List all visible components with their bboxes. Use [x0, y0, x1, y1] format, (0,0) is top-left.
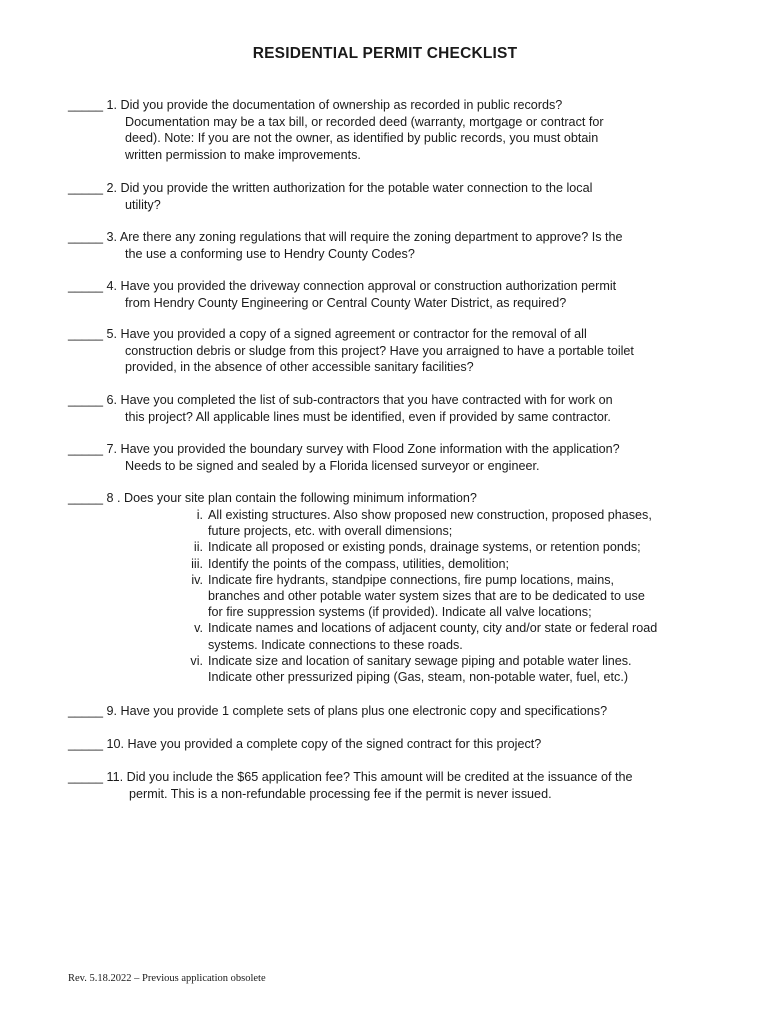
site-plan-requirements-list	[150, 507, 702, 685]
item-text: 7. Have you provided the boundary survey with Flood Zone information with the application?	[106, 442, 620, 456]
checklist-item-1	[68, 97, 708, 163]
check-blank[interactable]: _____	[68, 230, 104, 244]
checklist-item-4	[68, 278, 708, 311]
requirement-v	[150, 620, 702, 652]
check-blank[interactable]: _____	[68, 327, 104, 341]
item-text: 8 . Does your site plan contain the following minimum information?	[106, 491, 477, 505]
check-blank[interactable]: _____	[68, 393, 104, 407]
checklist-item-6	[68, 392, 708, 425]
requirement-text: Indicate names and locations of adjacent county, city and/or state or federal road	[208, 621, 658, 636]
checklist-item-10	[68, 736, 708, 753]
checklist-item-8	[68, 490, 708, 507]
checklist-item-7	[68, 441, 708, 474]
requirement-text: branches and other potable water system sizes that are to be dedicated to use	[208, 589, 645, 604]
requirement-ii	[150, 539, 702, 555]
requirement-text: systems. Indicate connections to these roads.	[208, 637, 463, 652]
item-text: 9. Have you provide 1 complete sets of plans plus one electronic copy and specifications?	[106, 704, 608, 718]
check-blank[interactable]: _____	[68, 491, 104, 505]
item-text: 2. Did you provide the written authorization for the potable water connection to the local	[106, 181, 593, 195]
requirement-text: future projects, etc. with overall dimensions;	[208, 524, 453, 539]
item-text: 5. Have you provided a copy of a signed agreement or contractor for the removal of all	[106, 327, 587, 341]
checklist-item-3	[68, 229, 708, 262]
checklist-item-9	[68, 703, 708, 720]
item-text: 10. Have you provided a complete copy of the signed contract for this project?	[106, 737, 542, 751]
requirement-text: Indicate size and location of sanitary sewage piping and potable water lines.	[208, 653, 632, 668]
check-blank[interactable]: _____	[68, 98, 104, 112]
item-text: deed). Note: If you are not the owner, as identified by public records, you must obtain	[125, 131, 599, 146]
item-text: 4. Have you provided the driveway connection approval or construction authorization permit	[106, 279, 617, 293]
requirement-text: Indicate other pressurized piping (Gas, steam, non-potable water, fuel, etc.)	[208, 670, 629, 685]
roman-numeral: ii.	[193, 540, 203, 555]
roman-numeral: v.	[194, 621, 203, 636]
item-text: 6. Have you completed the list of sub-contractors that you have contracted with for work on	[106, 393, 613, 407]
requirement-iv	[150, 572, 702, 621]
check-blank[interactable]: _____	[68, 442, 104, 456]
requirement-text: Identify the points of the compass, utilities, demolition;	[208, 556, 510, 571]
item-text: 1. Did you provide the documentation of ownership as recorded in public records?	[106, 98, 563, 112]
checklist-item-5	[68, 326, 708, 376]
roman-numeral: iv.	[191, 572, 203, 587]
page-title: RESIDENTIAL PERMIT CHECKLIST	[252, 45, 518, 62]
requirement-vi	[150, 653, 702, 685]
requirement-text: Indicate all proposed or existing ponds, drainage systems, or retention ponds;	[208, 540, 641, 555]
item-text: 3. Are there any zoning regulations that will require the zoning department to approve? Is the	[106, 230, 623, 244]
requirement-iii	[150, 556, 702, 572]
check-blank[interactable]: _____	[68, 704, 104, 718]
check-blank[interactable]: _____	[68, 737, 104, 751]
item-text: written permission to make improvements.	[125, 147, 361, 162]
item-text: Documentation may be a tax bill, or recorded deed (warranty, mortgage or contract for	[125, 114, 604, 129]
item-text: this project? All applicable lines must be identified, even if provided by same contractor.	[125, 409, 611, 424]
item-text: Needs to be signed and sealed by a Florida licensed surveyor or engineer.	[125, 458, 540, 473]
item-text: permit. This is a non-refundable processing fee if the permit is never issued.	[129, 786, 552, 801]
item-text: 11. Did you include the $65 application fee? This amount will be credited at the issuance of the	[106, 770, 633, 784]
roman-numeral: iii.	[191, 556, 203, 571]
checklist-item-2	[68, 180, 708, 213]
check-blank[interactable]: _____	[68, 279, 104, 293]
item-text: utility?	[125, 197, 161, 212]
revision-footer: Rev. 5.18.2022 – Previous application obsolete	[68, 973, 266, 984]
item-text: the use a conforming use to Hendry County Codes?	[125, 246, 415, 261]
check-blank[interactable]: _____	[68, 181, 104, 195]
check-blank[interactable]: _____	[68, 770, 104, 784]
roman-numeral: i.	[196, 508, 203, 522]
roman-numeral: vi.	[190, 653, 203, 668]
item-text: from Hendry County Engineering or Central County Water District, as required?	[125, 295, 567, 310]
requirement-i	[150, 507, 702, 539]
item-text: construction debris or sludge from this project? Have you arraigned to have a portable toilet	[125, 343, 634, 358]
requirement-text: Indicate fire hydrants, standpipe connections, fire pump locations, mains,	[208, 572, 615, 587]
checklist-item-11	[68, 769, 708, 802]
requirement-text: for fire suppression systems (if provided). Indicate all valve locations;	[208, 605, 592, 620]
requirement-text: All existing structures. Also show proposed new construction, proposed phases,	[208, 508, 652, 522]
item-text: provided, in the absence of other accessible sanitary facilities?	[125, 360, 474, 375]
